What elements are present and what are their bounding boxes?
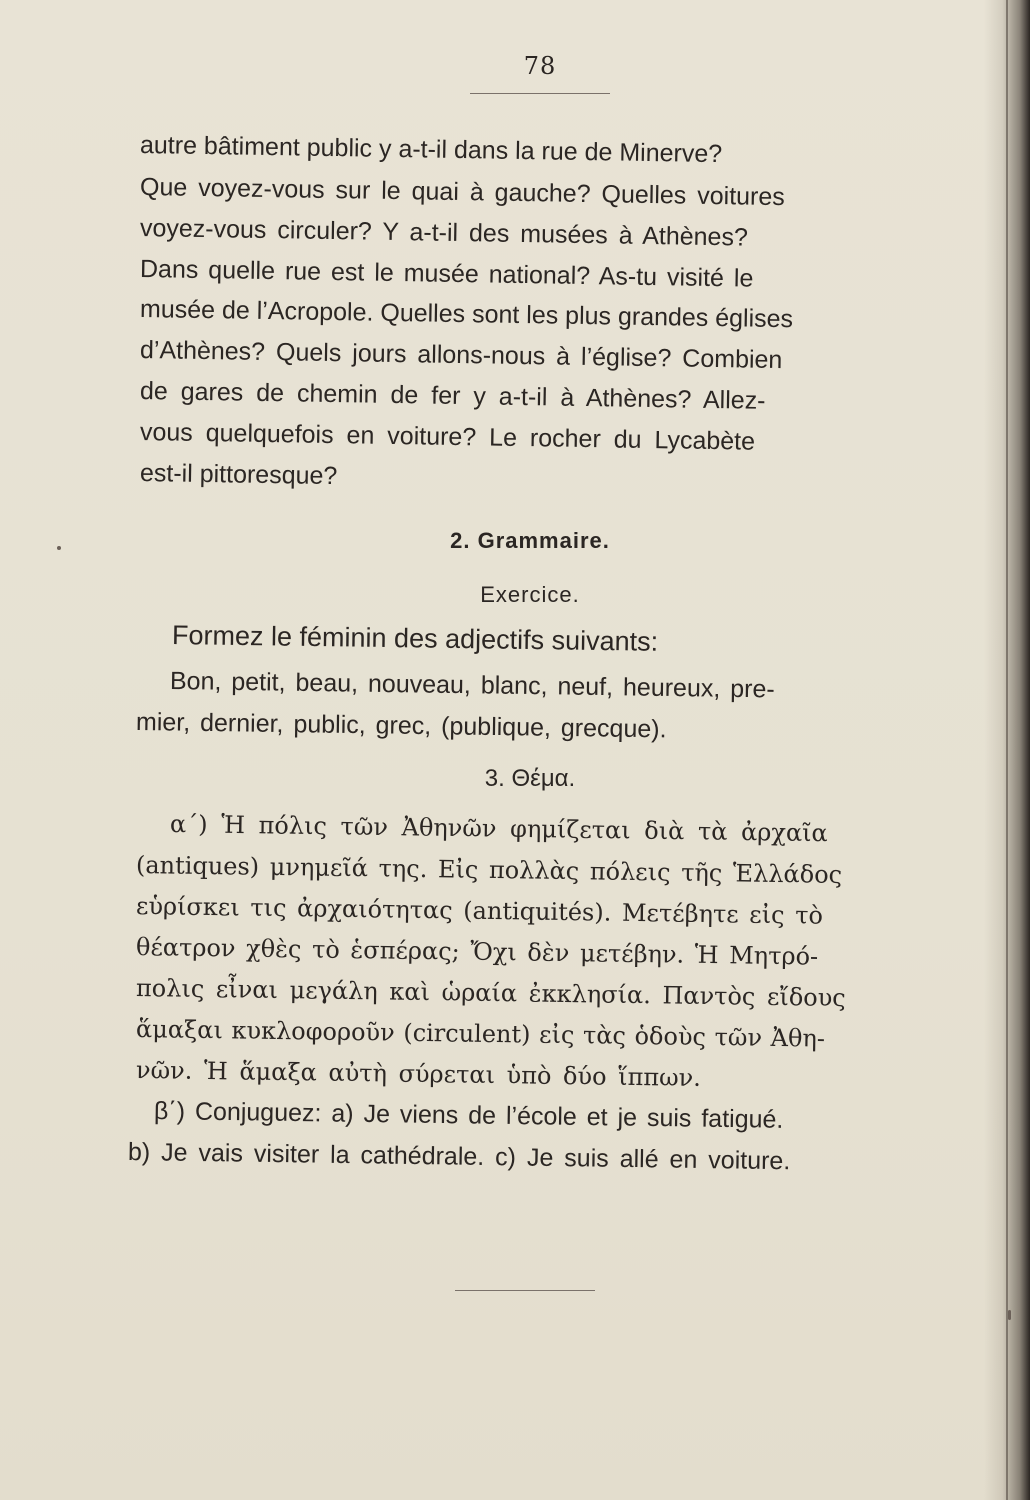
paragraph-line: Que voyez-vous sur le quai à gauche? Quelles voitures	[139, 173, 785, 212]
exercise-line: mier, dernier, public, grec, (publique, grecque).	[135, 708, 667, 744]
translation-line: ἅμαξαι κυκλοφοροῦν (circulent) εἰς τὰς ὁδοὺς τῶν Ἀθη-	[135, 1015, 826, 1053]
conjugation-line: b) Je vais visiter la cathédrale. c) Je suis allé en voiture.	[127, 1138, 791, 1176]
paragraph-line: de gares de chemin de fer y a-t-il à Athènes? Allez-	[139, 377, 766, 415]
translation-line: πολις εἶναι μεγάλη καὶ ὡραία ἐκκλησία. Παντὸς εἴδους	[135, 974, 846, 1012]
paragraph-line: vous quelquefois en voiture? Le rocher du Lycabète	[139, 418, 756, 456]
paragraph-line: voyez-vous circuler? Y a-t-il des musées à Athènes?	[139, 214, 749, 252]
paragraph-line: est-il pittoresque?	[139, 459, 338, 491]
exercise-line: Bon, petit, beau, nouveau, blanc, neuf, heureux, pre-	[169, 667, 775, 704]
translation-line: α΄) Ἡ πόλις τῶν Ἀθηνῶν φημίζεται διὰ τὰ ἀρχαῖα	[169, 810, 828, 848]
exercise-subheading: Exercice.	[480, 582, 580, 607]
bottom-divider	[455, 1290, 595, 1291]
translation-line: (antiques) μνημεῖά της. Εἰς πολλὰς πόλεις τῆς Ἑλλάδος	[135, 851, 843, 889]
page-edge-line	[1006, 0, 1008, 1500]
paragraph-line: musée de l’Acropole. Quelles sont les plus grandes églises	[139, 295, 794, 334]
grammar-heading: 2. Grammaire.	[450, 528, 610, 553]
page-number: 78	[523, 52, 557, 80]
top-divider	[470, 93, 610, 94]
translation-line: εὑρίσκει τις ἀρχαιότητας (antiquités). Μετέβητε εἰς τὸ	[135, 892, 824, 930]
paper-mark	[1008, 1310, 1011, 1320]
theme-heading: 3. Θέμα.	[484, 765, 576, 792]
conjugation-line: β΄) Conjuguez: a) Je viens de l’école et je suis fatigué.	[153, 1097, 784, 1134]
paragraph-line: d’Athènes? Quels jours allons-nous à l’église? Combien	[139, 336, 783, 375]
paragraph-line: autre bâtiment public y a-t-il dans la rue de Minerve?	[139, 131, 723, 169]
translation-line: θέατρον χθὲς τὸ ἑσπέρας; Ὄχι δὲν μετέβην. Ἡ Μητρό-	[135, 933, 819, 971]
exercise-instruction: Formez le féminin des adjectifs suivants:	[171, 620, 659, 657]
translation-line: νῶν. Ἡ ἅμαξα αὐτὴ σύρεται ὑπὸ δύο ἵππων.	[135, 1056, 702, 1092]
paragraph-line: Dans quelle rue est le musée national? As-tu visité le	[139, 255, 754, 293]
